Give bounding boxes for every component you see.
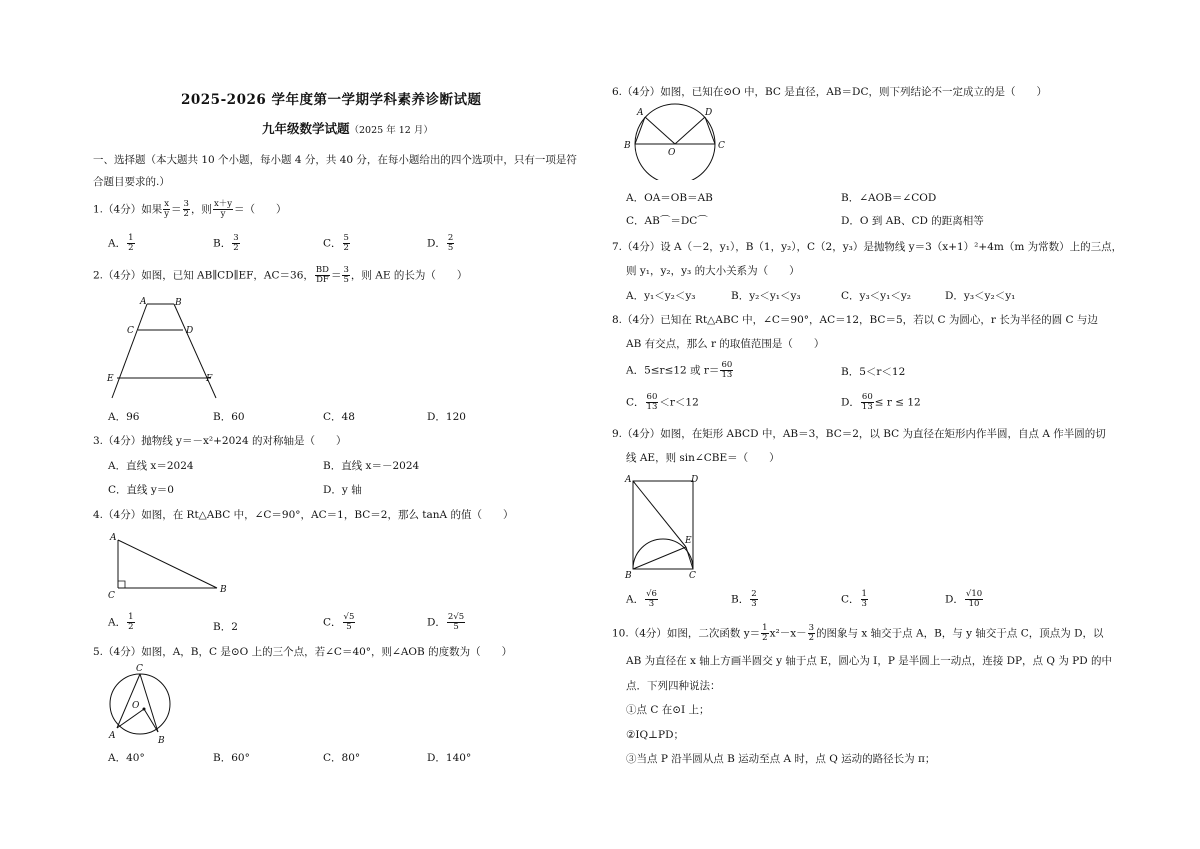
option-letter: D． <box>427 616 446 629</box>
option-text: A．5≤r≤12 或 r＝ <box>626 364 720 377</box>
option-letter: D． <box>945 593 964 606</box>
q9-option-a[interactable] <box>626 590 659 609</box>
frac-num: 1 <box>128 612 134 622</box>
question-8: 8.（4分）已知在 Rt△ABC 中，∠C＝90°，AC＝12，BC＝5，若以 C 为圆心，r 长为半径的圆 C 与边 <box>612 314 1098 326</box>
question-10-line2: AB 为直径在 x 轴上方画半圆交 y 轴于点 E，圆心为 I，P 是半圆上一动点，连接 DP，点 Q 为 PD 的中 <box>626 655 1112 667</box>
option-letter: D． <box>427 237 446 250</box>
q3-option-c[interactable]: C．直线 y＝0 <box>108 484 174 496</box>
section-heading: 一、选择题（本大题共 10 个小题，每小题 4 分，共 40 分，在每小题给出的四个选项中，只有一项是符 <box>93 154 577 166</box>
q2-frac-1 <box>315 266 330 285</box>
frac-num: BD <box>315 265 329 275</box>
label-b: B <box>220 585 227 595</box>
q1-frac-2 <box>183 200 190 219</box>
label-c: C <box>127 326 134 336</box>
option-letter: A． <box>108 616 127 629</box>
frac-num: x <box>164 199 169 209</box>
q1-frac-3 <box>213 200 233 219</box>
q10-frac-2 <box>808 624 815 643</box>
q4-option-c[interactable] <box>323 613 356 632</box>
label-o: O <box>132 701 140 711</box>
radius-ob <box>144 709 158 732</box>
frac-den: 13 <box>646 402 658 412</box>
label-a: A <box>637 108 644 118</box>
option-frac <box>343 234 350 253</box>
label-c: C <box>689 571 696 580</box>
question-7-cont: 则 y₁，y₂，y₃ 的大小关系为（ ） <box>626 265 800 277</box>
semicircle <box>633 539 693 569</box>
chord-cb <box>140 674 158 732</box>
question-10-line3: 点．下列四种说法： <box>626 680 721 692</box>
section-heading-cont: 合题目要求的.） <box>93 176 170 188</box>
q10-statement-3: ③当点 P 沿半圆从点 B 运动至点 A 时，点 Q 运动的路径长为 π； <box>626 753 936 765</box>
frac-num: 2 <box>751 589 757 599</box>
label-a: A <box>109 731 116 741</box>
option-frac <box>232 234 239 253</box>
option-frac <box>645 590 658 609</box>
q2-option-d[interactable]: D．120 <box>427 411 466 423</box>
label-d: D <box>186 326 194 336</box>
q4-option-a[interactable] <box>108 613 136 632</box>
circle-o <box>635 104 715 180</box>
chord-dc <box>705 117 715 144</box>
q7-option-c[interactable]: C．y₃＜y₁＜y₂ <box>841 290 911 302</box>
q5-option-b[interactable]: B．60° <box>213 752 250 764</box>
q1-text-pre: 1.（4分）如果 <box>93 203 163 216</box>
q9-option-b[interactable] <box>731 590 759 609</box>
label-f: F <box>206 374 213 384</box>
option-text: ＜r＜12 <box>659 396 699 409</box>
q2-trapezoid-figure <box>100 292 230 404</box>
q7-option-a[interactable]: A．y₁＜y₂＜y₃ <box>626 290 696 302</box>
q6-option-b[interactable]: B．∠AOB＝∠COD <box>841 192 937 204</box>
option-frac <box>750 590 757 609</box>
frac-den: 2 <box>343 243 349 253</box>
q8-option-a[interactable] <box>626 361 734 380</box>
q7-option-d[interactable]: D．y₃＜y₂＜y₁ <box>945 290 1016 302</box>
label-d: D <box>691 475 699 485</box>
q2-text-pre: 2.（4分）如图，已知 AB∥CD∥EF，AC＝36， <box>93 269 314 282</box>
q10-frac-1 <box>761 624 768 643</box>
q10-statement-2: ②IQ⊥PD； <box>626 729 685 741</box>
option-frac <box>861 393 874 412</box>
circle-o <box>110 674 170 734</box>
q1-option-d[interactable] <box>427 234 455 253</box>
segment-be <box>633 547 686 569</box>
q1-text-post: ＝（ ） <box>234 203 287 216</box>
q5-option-d[interactable]: D．140° <box>427 752 472 764</box>
q2-frac-2 <box>342 266 349 285</box>
frac-den: 3 <box>751 599 757 609</box>
q10-statement-1: ①点 C 在⊙I 上； <box>626 704 710 716</box>
option-letter: A． <box>626 593 645 606</box>
label-e: E <box>107 374 114 384</box>
q1-frac-1 <box>163 200 170 219</box>
frac-den: y <box>164 209 170 219</box>
label-c: C <box>718 141 725 151</box>
frac-num: 2√5 <box>447 612 465 622</box>
frac-den: 2 <box>808 633 815 643</box>
option-frac <box>127 613 134 632</box>
exam-date: （2025 年 12 月） <box>349 125 433 136</box>
frac-den: 5 <box>343 275 349 285</box>
label-a: A <box>140 297 147 307</box>
option-frac <box>965 590 983 609</box>
option-frac <box>127 234 134 253</box>
question-9-cont: 线 AE，则 sin∠CBE＝（ ） <box>626 452 780 464</box>
frac-num: 1 <box>128 233 134 243</box>
frac-num: x＋y <box>213 199 233 209</box>
option-letter: C． <box>626 396 645 409</box>
frac-den: 13 <box>861 402 873 412</box>
option-letter: A． <box>108 237 127 250</box>
frac-num: 60 <box>861 392 873 402</box>
frac-den: 5 <box>447 243 454 253</box>
frac-num: 60 <box>721 360 733 370</box>
label-d: D <box>705 108 713 118</box>
frac-den: 2 <box>128 243 134 253</box>
option-letter: D． <box>841 396 860 409</box>
option-letter: C． <box>841 593 860 606</box>
side-ab <box>118 540 217 588</box>
frac-den: 2 <box>233 243 239 253</box>
q9-option-d[interactable] <box>945 590 984 609</box>
frac-num: 5 <box>343 233 349 243</box>
q2-option-b[interactable]: B．60 <box>213 411 245 423</box>
question-6: 6.（4分）如图，已知在⊙O 中，BC 是直径，AB＝DC，则下列结论不一定成立的是（ ） <box>612 86 1047 98</box>
option-frac <box>447 613 465 632</box>
label-c: C <box>136 664 143 674</box>
q1-option-a[interactable] <box>108 234 136 253</box>
frac-num: 3 <box>233 233 239 243</box>
q5-option-a[interactable]: A．40° <box>108 752 145 764</box>
segment-ec <box>686 547 693 569</box>
frac-den: 2 <box>128 622 134 632</box>
right-angle-mark <box>118 581 125 588</box>
frac-num: 1 <box>762 623 768 633</box>
exam-subtitle <box>262 119 433 137</box>
radius-od <box>675 117 705 144</box>
frac-num: √5 <box>343 612 355 622</box>
label-b: B <box>175 298 182 308</box>
frac-den: 10 <box>968 599 980 609</box>
label-c: C <box>108 591 115 601</box>
q8-option-b[interactable]: B．5＜r＜12 <box>841 366 906 378</box>
option-frac <box>720 361 733 380</box>
exam-title: 2025-2026 学年度第一学期学科素养诊断试题 <box>181 92 482 108</box>
frac-num: 2 <box>447 233 454 243</box>
question-8-cont: AB 有交点，那么 r 的取值范围是（ ） <box>626 338 825 350</box>
question-5: 5.（4分）如图，A，B，C 是⊙O 上的三个点，若∠C＝40°，则∠AOB 的度数为（ ） <box>93 646 513 658</box>
label-b: B <box>158 736 165 746</box>
option-letter: B． <box>213 237 232 250</box>
label-a: A <box>110 533 117 543</box>
chord-ab <box>635 117 645 144</box>
option-frac <box>343 613 356 632</box>
q8-option-d[interactable] <box>841 393 921 412</box>
center-dot <box>143 708 146 711</box>
frac-den: 5 <box>346 622 352 632</box>
option-letter: C． <box>323 616 342 629</box>
q3-option-d[interactable]: D．y 轴 <box>323 484 362 496</box>
label-b: B <box>624 141 631 151</box>
question-10 <box>612 624 1104 643</box>
option-text: ≤ r ≤ 12 <box>874 396 921 409</box>
q4-triangle-figure <box>100 528 240 604</box>
q10-text-mid: x²－x－ <box>769 627 807 640</box>
option-frac <box>861 590 868 609</box>
tangent-ae <box>633 481 686 547</box>
question-7: 7.（4分）设 A（－2，y₁），B（1，y₂），C（2，y₃）是抛物线 y＝3（x+1）²+4m（m 为常数）上的三点， <box>612 241 1123 253</box>
frac-den: DF <box>316 275 329 285</box>
q2-option-c[interactable]: C．48 <box>323 411 355 423</box>
option-frac <box>646 393 659 412</box>
q5-circle-figure <box>100 660 180 746</box>
line-ae <box>112 304 147 398</box>
frac-num: 60 <box>646 392 658 402</box>
frac-num: 3 <box>343 265 349 275</box>
frac-den: 3 <box>861 599 867 609</box>
q8-option-c[interactable] <box>626 393 699 412</box>
q6-option-c[interactable]: C．AB⌒＝DC⌒ <box>626 215 708 227</box>
q4-option-b[interactable]: B．2 <box>213 621 238 633</box>
option-letter: B． <box>731 593 750 606</box>
question-1: 1.（4分）如果 $\frac{x}{y}$ ＝ $\frac{3}{2}$ ，则 $\frac{x+y}{y}$ ＝（ ） <box>93 199 287 219</box>
q3-option-b[interactable]: B．直线 x＝－2024 <box>323 460 420 472</box>
q1-option-b[interactable] <box>213 234 241 253</box>
q4-option-d[interactable] <box>427 613 466 632</box>
q6-option-d[interactable]: D．O 到 AB、CD 的距离相等 <box>841 215 984 227</box>
question-9: 9.（4分）如图，在矩形 ABCD 中，AB＝3，BC＝2，以 BC 为直径在矩形内作半圆，自点 A 作半圆的切 <box>612 428 1106 440</box>
q1-text-mid: ，则 <box>190 203 212 216</box>
frac-den: y <box>220 209 226 219</box>
q10-text-post: 的图象与 x 轴交于点 A，B，与 y 轴交于点 C，顶点为 D，以 <box>816 627 1104 640</box>
frac-num: 3 <box>808 623 815 633</box>
q1-option-c[interactable] <box>323 234 351 253</box>
rectangle-abcd <box>633 481 693 569</box>
q10-text-pre: 10.（4分）如图，二次函数 y＝ <box>612 627 761 640</box>
q7-option-b[interactable]: B．y₂＜y₁＜y₃ <box>731 290 801 302</box>
q2-option-a[interactable]: A．96 <box>108 411 140 423</box>
question-4: 4.（4分）如图，在 Rt△ABC 中，∠C＝90°，AC＝1，BC＝2，那么 tanA 的值（ ） <box>93 509 514 521</box>
label-b: B <box>625 571 632 580</box>
frac-den: 2 <box>183 209 189 219</box>
frac-num: √6 <box>646 589 657 599</box>
q6-circle-figure <box>620 100 735 180</box>
question-2: 2.（4分）如图，已知 AB∥CD∥EF，AC＝36， $\frac{BD}{DF}$ ＝ $\frac{3}{5}$ ，则 AE 的长为（ ） <box>93 265 468 285</box>
subtitle-text: 九年级数学试题 <box>262 121 350 136</box>
frac-num: √10 <box>965 589 983 599</box>
label-e: E <box>685 536 692 546</box>
label-a: A <box>625 475 632 485</box>
q2-text-post: ，则 AE 的长为（ ） <box>350 269 468 282</box>
frac-num: 1 <box>861 589 867 599</box>
q6-option-a[interactable]: A．OA＝OB＝AB <box>626 192 713 204</box>
option-frac <box>447 234 454 253</box>
q9-option-c[interactable] <box>841 590 869 609</box>
q5-option-c[interactable]: C．80° <box>323 752 361 764</box>
frac-den: 3 <box>648 599 655 609</box>
frac-den: 5 <box>453 622 459 632</box>
frac-num: 3 <box>183 199 189 209</box>
option-letter: C． <box>323 237 342 250</box>
frac-den: 13 <box>721 370 733 380</box>
question-3: 3.（4分）抛物线 y＝－x²+2024 的对称轴是（ ） <box>93 435 347 447</box>
radius-oa <box>645 117 675 144</box>
q3-option-a[interactable]: A．直线 x＝2024 <box>108 460 194 472</box>
q9-rectangle-figure <box>620 472 710 580</box>
label-o: O <box>668 148 676 158</box>
frac-den: 2 <box>762 633 768 643</box>
